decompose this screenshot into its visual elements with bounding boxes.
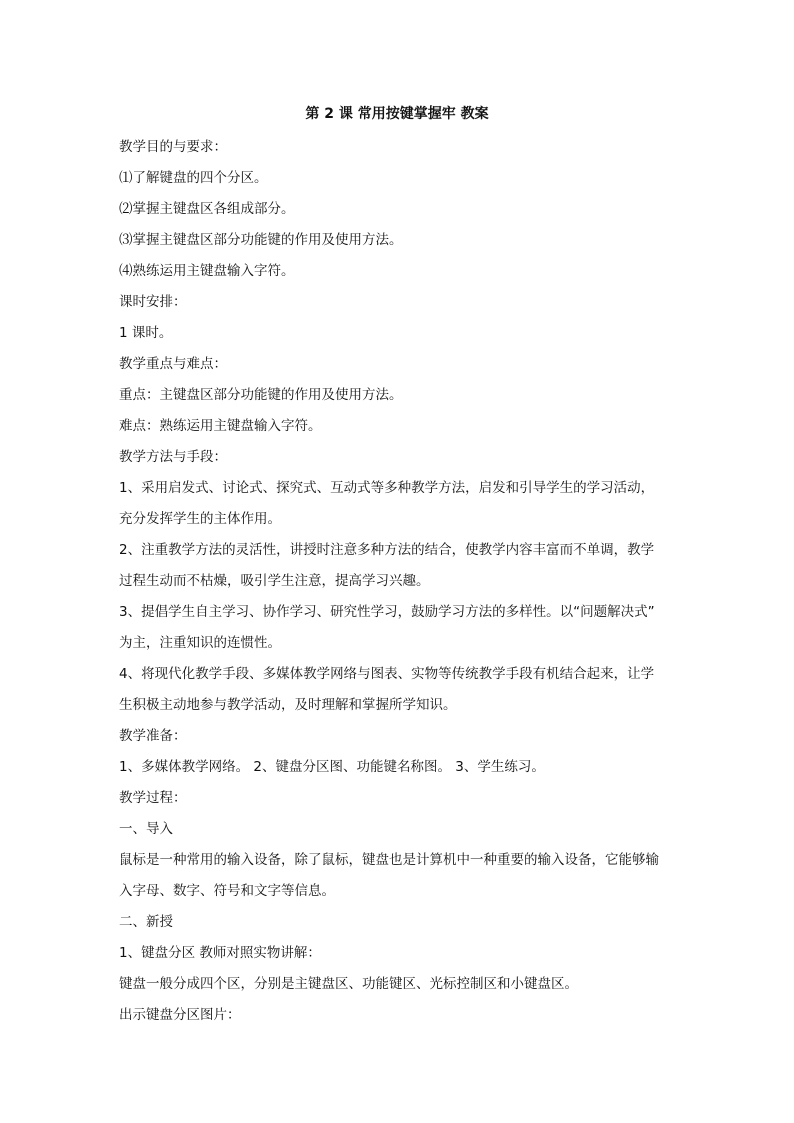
section-heading-schedule: 课时安排：	[119, 294, 187, 310]
paragraph-line: 鼠标是一种常用的输入设备，除了鼠标，键盘也是计算机中一种重要的输入设备，它能够输	[119, 852, 659, 868]
objective-item: ⑴了解键盘的四个分区。	[119, 170, 268, 186]
objective-item: ⑵掌握主键盘区各组成部分。	[119, 201, 295, 217]
key-point-text: 重点：主键盘区部分功能键的作用及使用方法。	[119, 387, 403, 403]
objective-item: ⑶掌握主键盘区部分功能键的作用及使用方法。	[119, 232, 403, 248]
section-heading-methods: 教学方法与手段：	[119, 449, 227, 465]
paragraph-line: 1、采用启发式、讨论式、探究式、互动式等多种教学方法，启发和引导学生的学习活动，	[119, 480, 655, 496]
paragraph-line: 过程生动而不枯燥，吸引学生注意，提高学习兴趣。	[119, 573, 430, 589]
section-heading-process: 教学过程：	[119, 790, 187, 806]
difficulty-text: 难点：熟练运用主键盘输入字符。	[119, 418, 322, 434]
paragraph-line: 1、键盘分区 教师对照实物讲解：	[119, 945, 321, 961]
paragraph-line: 入字母、数字、符号和文字等信息。	[119, 883, 335, 899]
document-body	[119, 132, 679, 1031]
section-heading-objectives: 教学目的与要求：	[119, 139, 227, 155]
paragraph-line: 为主，注重知识的连惯性。	[119, 635, 281, 651]
paragraph-line: 出示键盘分区图片：	[119, 1007, 241, 1023]
paragraph-line: 充分发挥学生的主体作用。	[119, 511, 281, 527]
paragraph-line: 2、注重教学方法的灵活性，讲授时注意多种方法的结合，使教学内容丰富而不单调，教学	[119, 542, 655, 558]
objective-item: ⑷熟练运用主键盘输入字符。	[119, 263, 295, 279]
document-title: 第 2 课 常用按键掌握牢 教案	[305, 106, 489, 122]
schedule-text: 1 课时。	[119, 325, 173, 341]
section-heading-key-points: 教学重点与难点：	[119, 356, 227, 372]
paragraph-line: 4、将现代化教学手段、多媒体教学网络与图表、实物等传统教学手段有机结合起来，让学	[119, 666, 655, 682]
section-heading-preparation: 教学准备：	[119, 728, 187, 744]
paragraph-line: 3、提倡学生自主学习、协作学习、研究性学习，鼓励学习方法的多样性。以“问题解决式”	[119, 604, 655, 620]
subheading-new-lesson: 二、新授	[119, 914, 173, 930]
subheading-intro: 一、导入	[119, 821, 173, 837]
paragraph-line: 键盘一般分成四个区，分别是主键盘区、功能键区、光标控制区和小键盘区。	[119, 976, 578, 992]
preparation-text: 1、多媒体教学网络。 2、键盘分区图、功能键名称图。 3、学生练习。	[119, 759, 545, 775]
paragraph-line: 生积极主动地参与教学活动，及时理解和掌握所学知识。	[119, 697, 457, 713]
